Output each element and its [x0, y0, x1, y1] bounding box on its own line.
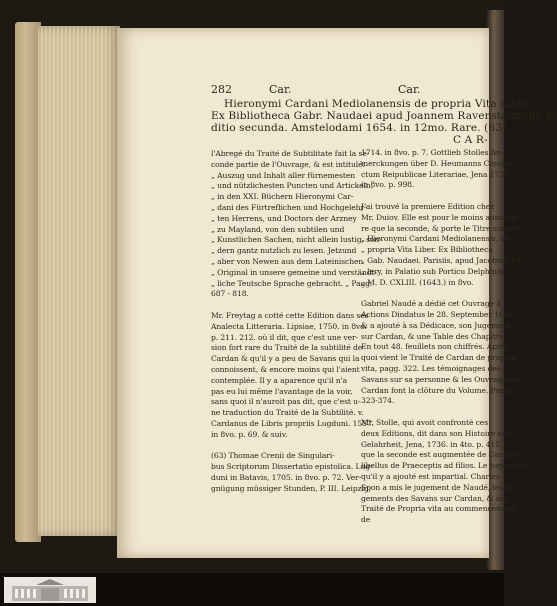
- text-line: libellus de Praeceptis ad filios. Le Jugement: [361, 461, 526, 471]
- text-line: qu'il y a ajouté est impartial. Charles: [361, 472, 500, 481]
- catchword: C A R-: [453, 134, 488, 146]
- text-line: in 8vo. p. 998.: [361, 180, 415, 190]
- library-building-logo: [4, 577, 96, 603]
- text-line: „ liche Teutsche Sprache gebracht. „ Pagg.: [211, 278, 373, 288]
- text-line: „ M. D. CXLIII. (1643.) in 8vo.: [361, 277, 474, 287]
- text-line: „ lery, in Palatio sub Porticu Delphinali.: [361, 266, 509, 276]
- text-line: „ Original in unsere gemeine und verständt-: [211, 267, 377, 277]
- text-line: (63) Thomae Crenii de Singulari-: [211, 451, 335, 461]
- text-line: merckungen über D. Heumanns Conspe-: [361, 158, 514, 168]
- text-line: „ aber von Newen aus dem Lateinischen: [211, 257, 364, 266]
- book-page: [117, 28, 557, 558]
- text-line: „ dani des Fürtreflichen und Hochgelehr-: [211, 203, 367, 212]
- text-line: duni in Batavis, 1705. in 8vo. p. 72. Ver-: [211, 473, 362, 482]
- text-line: Gabriel Naudé a dédié cet Ouvrage à: [361, 299, 501, 309]
- text-line: 323-374.: [361, 396, 395, 406]
- text-line: re que la seconde, & porte le Titre suivant:: [361, 223, 523, 233]
- text-line: gnügung müssiger Stunden, P. III. Leipzig,: [211, 483, 371, 493]
- text-line: conde partie de l'Ouvrage, & est intitulé:: [211, 159, 365, 169]
- text-line: p. 211. 212. où il dit, que c'est une ver-: [211, 332, 358, 342]
- text-line: Mr. Duiov. Elle est pour le moins aussi ra-: [361, 212, 518, 222]
- text-line: „ in den XXI. Büchern Hieronymi Car-: [211, 192, 354, 202]
- text-line: En tout 48. feuillets non chiffrés. Après: [361, 342, 509, 352]
- text-line: Cardan & qu'il y a peu de Savans qui la: [211, 354, 360, 364]
- text-line: „ zu Mayland, von den subtilen und: [211, 224, 345, 234]
- text-line: sur Cardan, & une Table des Chapitres.: [361, 331, 510, 341]
- text-line: „ Gab. Naudaei. Parisiis, apud Jacobum Vil-: [361, 256, 524, 265]
- text-line: „ Auszug und Inhalt aller fürnemesten: [211, 170, 356, 180]
- text-line: l'Abregé du Traité de Subtilitate fait la se-: [211, 149, 370, 158]
- text-line: pas eu lui même l'avantage de la voir,: [211, 386, 353, 396]
- text-line: sans quoi il n'auroit pas dit, que c'est u-: [211, 397, 361, 407]
- text-line: & a ajouté à sa Dédicace, son Jugement: [361, 320, 511, 330]
- text-line: deux Editions, dit dans son Histoire des: [361, 428, 511, 438]
- text-line: „ Hieronymi Cardani Mediolanensis, de: [361, 234, 510, 244]
- text-line: ctum Reipublicae Literariae, Jena 1738.: [361, 169, 511, 179]
- text-line: Savans sur sa personne & les Ouvrages de: [361, 374, 522, 384]
- text-line: sion fort rare du Traité de la subtilité de: [211, 343, 363, 353]
- text-line: que la seconde est augmentée de Cardani: [361, 450, 519, 460]
- text-line: connoissent, & encore moins qui l'aient: [211, 365, 360, 374]
- text-line: bus Scriptorum Dissertatio epistolica. Lug-: [211, 462, 373, 472]
- title-line: Ex Bibliotheca Gabr. Naudaei apud Joannem Ravensteinium. E-: [211, 110, 557, 122]
- text-line: Spon a mis le jugement de Naudé, les ju-: [361, 482, 515, 492]
- text-line: „ und nützlichesten Puncten und Artickeln,: [211, 181, 374, 191]
- text-line: Gelahrheit, Jena, 1736. in 4to. p. 415.: [361, 439, 503, 449]
- page-stack: [38, 26, 120, 536]
- text-line: in 8vo. p. 69. & suiv.: [211, 429, 288, 439]
- text-line: 687 - 818.: [211, 289, 249, 299]
- running-head-left: Car.: [269, 83, 292, 96]
- text-line: „ ten Herrens, und Doctors der Arzney: [211, 213, 357, 223]
- title-line: ditio secunda. Amstelodami 1654. in 12mo. Rare. (63): [211, 122, 507, 134]
- text-line: contemplée. Il y a aparence qu'il n'a: [211, 375, 348, 385]
- text-line: „ propria Vita Liber. Ex Bibliotheca: [361, 245, 493, 255]
- text-line: ne traduction du Traité de la Subtilité. v.: [211, 408, 364, 418]
- text-line: Mr. Freytag a cotté cette Edition dans ses: [211, 311, 369, 320]
- text-line: Analecta Litteraria. Lipsiae, 1750. in 8vo.: [211, 321, 367, 331]
- text-line: de: [361, 515, 371, 525]
- text-line: Actions Dindatus le 28. September 1642.: [361, 310, 516, 319]
- text-line: „ Kunstlichen Sachen, nicht allein lustig, son-: [211, 235, 382, 245]
- text-line: quoi vient le Traité de Cardan de propria: [361, 353, 516, 363]
- text-line: 1714. in 8vo. p. 7. Gottlieb Stolles An-: [361, 148, 504, 157]
- text-line: gements des Savans sur Cardan, & son: [361, 493, 509, 503]
- text-line: Cardanus de Libris propriis Lugduni. 1557.: [211, 419, 374, 428]
- running-head-right: Car.: [398, 83, 421, 96]
- text-line: Mr. Stolle, qui avoit confronté ces: [361, 418, 489, 427]
- title-line: Hieronymi Cardani Mediolanensis de propria Vita Liber.: [224, 98, 532, 110]
- text-line: Traité de Propria vita au commencement: [361, 504, 516, 514]
- text-line: „ dern gantz nutzlich zu lesen. Jetzund: [211, 246, 357, 256]
- page-number: 282: [211, 83, 232, 96]
- text-line: vita, pagg. 322. Les témoignages des: [361, 364, 501, 373]
- text-line: J'ai trouvé la premiere Edition chez: [361, 202, 495, 211]
- text-line: Cardan font la clôture du Volume. Pagg.: [361, 385, 512, 395]
